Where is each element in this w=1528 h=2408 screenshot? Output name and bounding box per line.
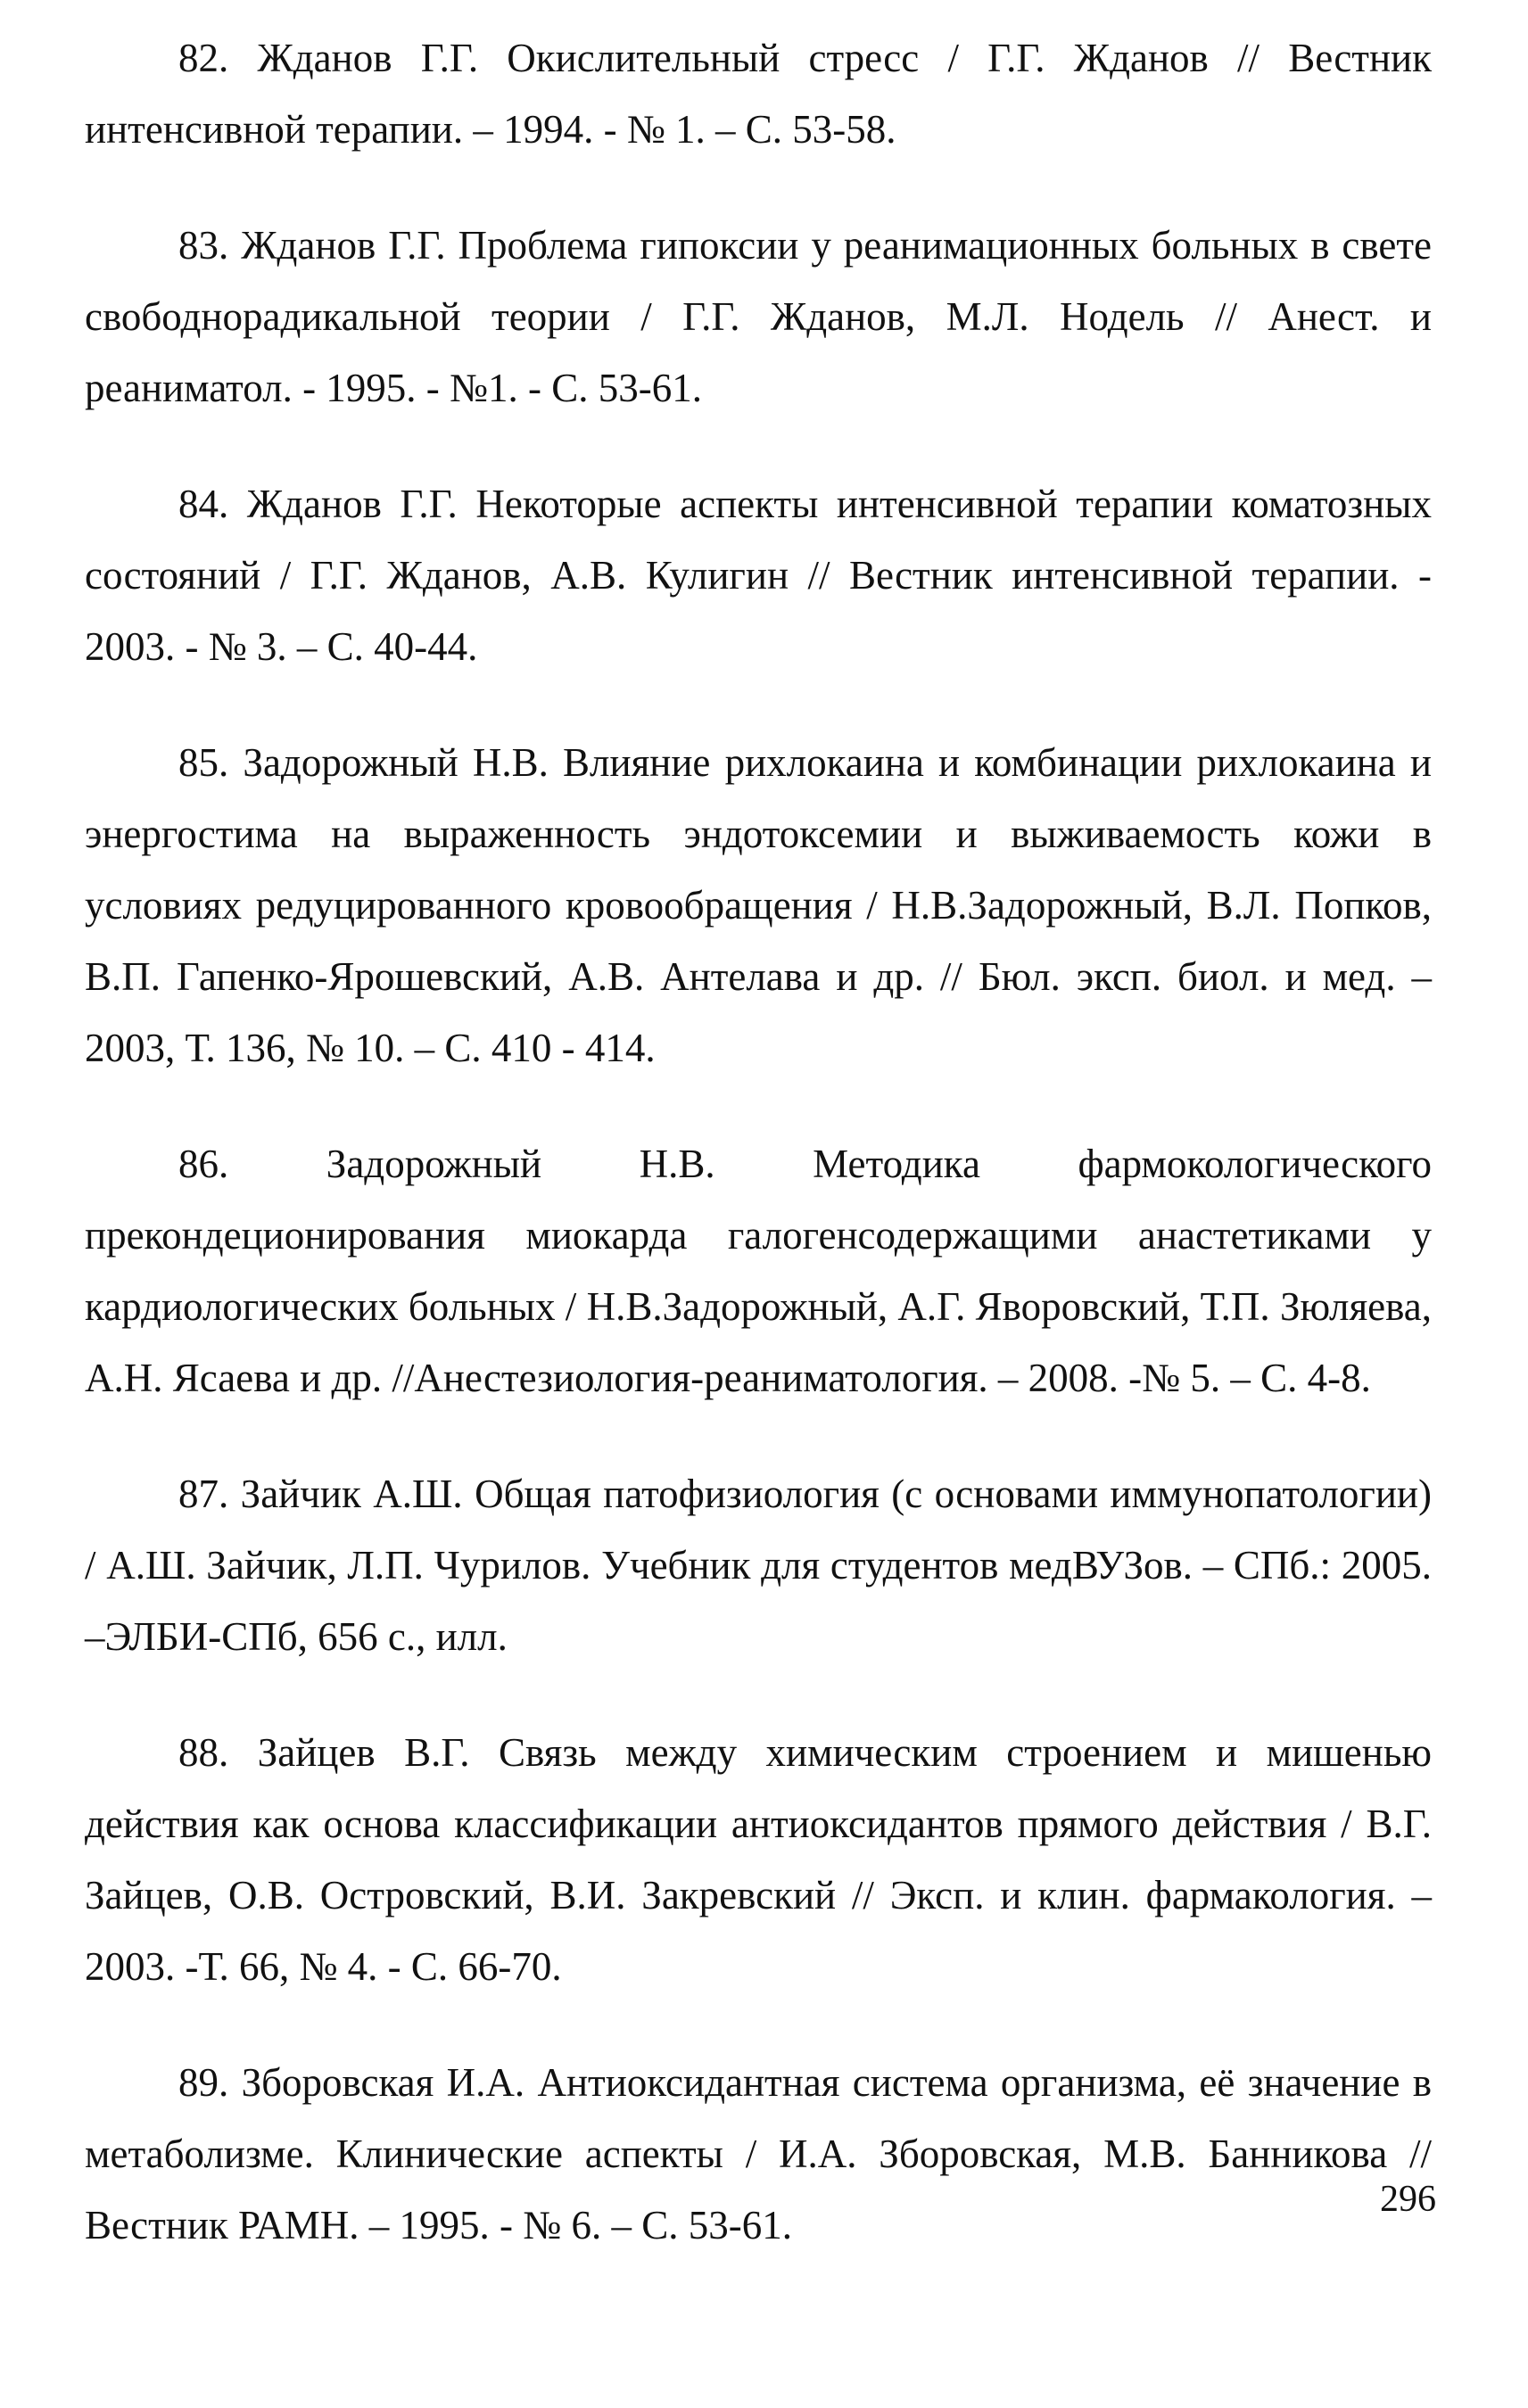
reference-list — [85, 22, 1432, 2305]
reference-86: 86. Задорожный Н.В. Методика фармокологического прекондеционирования миокарда галогенсодержащими анастетиками у кардиологических больных / Н.В.Задорожный, А.Г. Яворовский, Т.П. Зюляева, А.Н. Ясаева и др. //Анестезиология-реаниматология. – 2008. -№ 5. – С. 4-8. — [85, 1142, 1432, 1400]
reference-85: 85. Задорожный Н.В. Влияние рихлокаина и комбинации рихлокаина и энергостима на выраженность эндотоксемии и выживаемость кожи в условиях редуцированного кровообращения / Н.В.Задорожный, В.Л. Попков, В.П. Гапенко-Ярошевский, А.В. Антелава и др. // Бюл. эксп. биол. и мед. – 2003, Т. 136, № 10. – С. 410 - 414. — [85, 740, 1432, 1070]
reference-88: 88. Зайцев В.Г. Связь между химическим строением и мишенью действия как основа классификации антиоксидантов прямого действия / В.Г. Зайцев, О.В. Островский, В.И. Закревский // Эксп. и клин. фармакология. – 2003. -Т. 66, № 4. - С. 66-70. — [85, 1730, 1432, 1989]
reference-83: 83. Жданов Г.Г. Проблема гипоксии у реанимационных больных в свете свободнорадикальной теории / Г.Г. Жданов, М.Л. Нодель // Анест. и реаниматол. - 1995. - №1. - С. 53-61. — [85, 223, 1432, 410]
reference-87: 87. Зайчик А.Ш. Общая патофизиология (с основами иммунопатологии) / А.Ш. Зайчик, Л.П. Чурилов. Учебник для студентов медВУЗов. – СПб.: 2005. –ЭЛБИ-СПб, 656 с., илл. — [85, 1472, 1432, 1659]
reference-84: 84. Жданов Г.Г. Некоторые аспекты интенсивной терапии коматозных состояний / Г.Г. Жданов, А.В. Кулигин // Вестник интенсивной терапии. - 2003. - № 3. – С. 40-44. — [85, 482, 1432, 669]
reference-89: 89. Зборовская И.А. Антиоксидантная система организма, её значение в метаболизме. Клинические аспекты / И.А. Зборовская, М.В. Банникова // Вестник РАМН. – 1995. - № 6. – С. 53-61. — [85, 2060, 1432, 2247]
page-number: 296 — [1380, 2179, 1436, 2220]
reference-82: 82. Жданов Г.Г. Окислительный стресс / Г.Г. Жданов // Вестник интенсивной терапии. – 1994. - № 1. – С. 53-58. — [85, 36, 1432, 152]
